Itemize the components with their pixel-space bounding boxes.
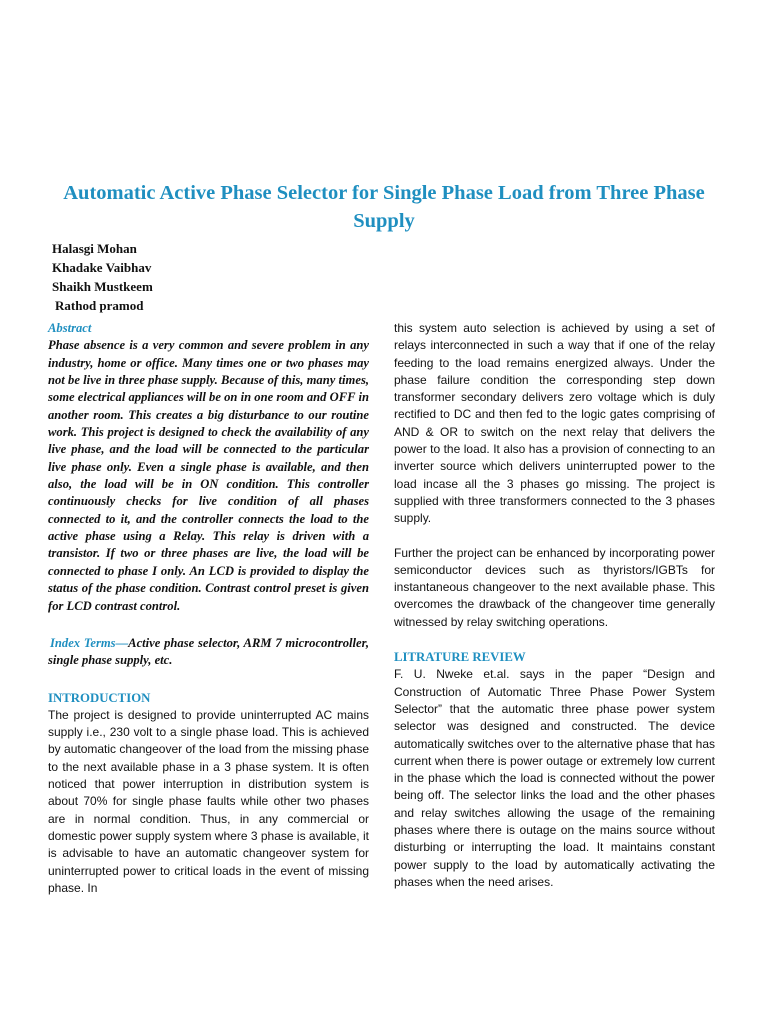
literature-review-heading: LITRATURE REVIEW	[394, 650, 526, 665]
paragraph-system-auto-selection: this system auto selection is achieved by using a set of relays interconnected in such a way that if one of the relay feeding to the load remains energized always. Under the phase failure condition the corresponding step down transformer secondary delivers zero voltage which is duly rectified to DC and then fed to the logic gates comprising of AND & OR to switch on the next relay that delivers the power to the load. It also has a provision of connecting to an inverter source which delivers uninterrupted power to the load incase all the 3 phases go missing. The project is supplied with three transformers connected to the 3 phases supply.	[394, 321, 715, 526]
paragraph-enhancement: Further the project can be enhanced by incorporating power semiconductor devices such as thyristors/IGBTs for instantaneous changeover to the next available phase. This overcomes the drawback of the changeover time generally witnessed by relay switching operations.	[394, 545, 715, 629]
right-column	[394, 320, 715, 891]
index-terms-label: Index Terms—	[50, 635, 129, 650]
author-name: Khadake Vaibhav	[52, 260, 152, 275]
literature-review-body: F. U. Nweke et.al. says in the paper “Design and Construction of Automatic Three Phase Power System Selector” that the automatic three phase power system selector was designed and constructed. The device automatically switches over to the alternative phase that has current when there is power outage or extremely low current in the phase which the load is connected without the power being off. The selector links the load and the other phases and relay switches allowing the usage of the remaining phases where there is outage on the mains source without disturbing or interrupting the load. It maintains constant power supply to the load by automatically activating the phases when the need arises.	[394, 667, 715, 889]
introduction-heading: INTRODUCTION	[48, 690, 151, 705]
index-terms	[48, 635, 369, 670]
introduction-body: The project is designed to provide uninterrupted AC mains supply i.e., 230 volt to a single phase load. This is achieved by automatic changeover of the load from the missing phase to the next available phase in a 3 phase system. It is often noticed that power interruption in distribution system is about 70% for single phase faults while other two phases are in normal condition. Thus, in any commercial or domestic power supply system where 3 phase is available, it is advisable to have an automatic changeover system for uninterrupted power to critical loads in the event of missing phase. In	[48, 707, 369, 895]
index-terms-text: Active phase selector, ARM 7 microcontroller, single phase supply, etc.	[48, 635, 369, 668]
left-column	[48, 320, 369, 897]
author-name: Rathod pramod	[55, 298, 144, 313]
abstract-heading: Abstract	[48, 321, 92, 335]
abstract-body: Phase absence is a very common and severe problem in any industry, home or office. Many times one or two phases may not be live in three phase supply. Because of this, many times, some electrical appliances will be on in one room and OFF in another room. This creates a big disturbance to our routine work. This project is designed to check the availability of any live phase, and the load will be connected to the particular live phase only. Even a single phase is available, and then also, the load will be in ON condition. This controller continuously checks for live condition of all phases connected to it, and the controller connects the load to the active phase using a Relay. This relay is driven with a transistor. If two or three phases are live, the load will be connected to phase I only. An LCD is provided to display the status of the phase condition. Contrast control preset is given for LCD contrast control.	[48, 338, 369, 613]
author-name: Shaikh Mustkeem	[52, 279, 153, 294]
paper-title: Automatic Active Phase Selector for Single Phase Load from Three Phase Supply	[63, 181, 705, 232]
author-list	[52, 239, 153, 315]
author-name: Halasgi Mohan	[52, 241, 137, 256]
